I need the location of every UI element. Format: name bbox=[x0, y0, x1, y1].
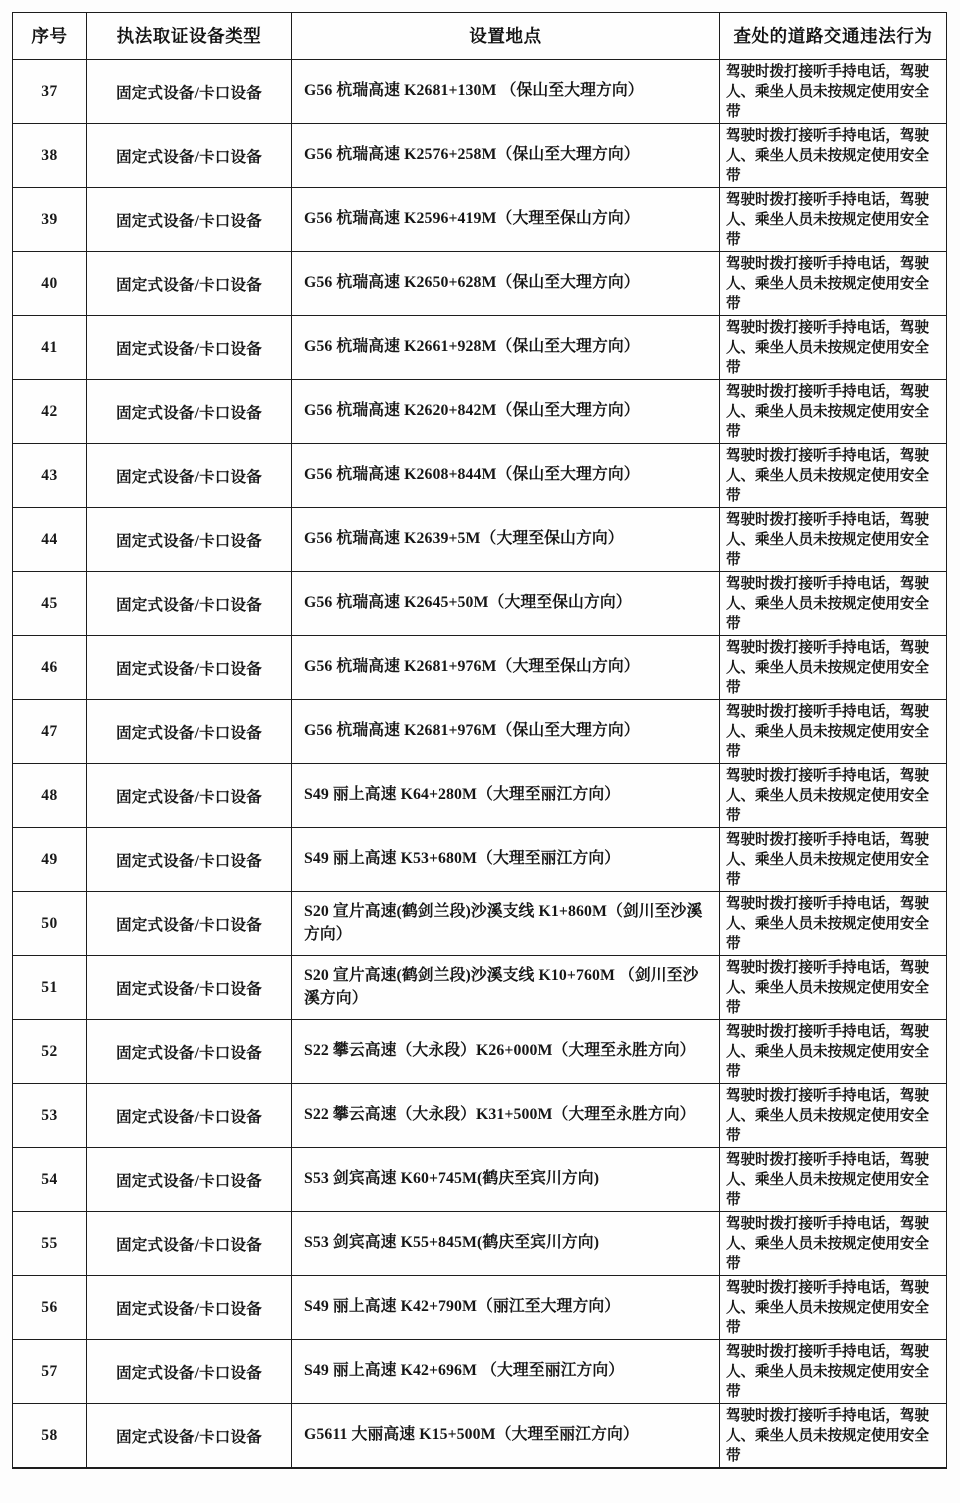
cell-violation-text: 驾驶时拨打接听手持电话，驾驶人、乘坐人员未按规定使用安全带 bbox=[726, 1088, 929, 1144]
cell-location-text: G56 杭瑞高速 K2639+5M（大理至保山方向） bbox=[304, 530, 624, 548]
table-row bbox=[13, 444, 947, 508]
column-header-violation-label: 查处的道路交通违法行为 bbox=[733, 25, 933, 46]
column-header-device-type-label: 执法取证设备类型 bbox=[116, 25, 262, 46]
cell-location bbox=[292, 508, 720, 572]
table-row bbox=[13, 1212, 947, 1276]
cell-sequence-number: 49 bbox=[13, 828, 87, 892]
table-body bbox=[13, 60, 947, 1469]
table-row bbox=[13, 252, 947, 316]
column-header-sequence bbox=[13, 13, 87, 60]
table-header bbox=[13, 13, 947, 60]
cell-device-type: 固定式设备/卡口设备 bbox=[87, 60, 292, 124]
cell-violation-text: 驾驶时拨打接听手持电话，驾驶人、乘坐人员未按规定使用安全带 bbox=[726, 1344, 929, 1400]
column-header-device-type bbox=[87, 13, 292, 60]
table-row bbox=[13, 764, 947, 828]
cell-location-text: S49 丽上高速 K42+696M （大理至丽江方向） bbox=[304, 1362, 625, 1380]
cell-violation-text: 驾驶时拨打接听手持电话，驾驶人、乘坐人员未按规定使用安全带 bbox=[726, 64, 929, 120]
table-row bbox=[13, 316, 947, 380]
cell-violation-text: 驾驶时拨打接听手持电话，驾驶人、乘坐人员未按规定使用安全带 bbox=[726, 896, 929, 952]
cell-sequence-number: 57 bbox=[13, 1340, 87, 1404]
table-row bbox=[13, 828, 947, 892]
cell-violation-text: 驾驶时拨打接听手持电话，驾驶人、乘坐人员未按规定使用安全带 bbox=[726, 704, 929, 760]
table-row bbox=[13, 508, 947, 572]
cell-violation bbox=[720, 60, 947, 124]
table-row bbox=[13, 60, 947, 124]
cell-location bbox=[292, 1212, 720, 1276]
cell-device-type: 固定式设备/卡口设备 bbox=[87, 636, 292, 700]
cell-sequence-number: 46 bbox=[13, 636, 87, 700]
cell-device-type: 固定式设备/卡口设备 bbox=[87, 764, 292, 828]
cell-sequence-number: 50 bbox=[13, 892, 87, 956]
cell-sequence-number: 53 bbox=[13, 1084, 87, 1148]
cell-sequence-number: 45 bbox=[13, 572, 87, 636]
cell-sequence-number: 52 bbox=[13, 1020, 87, 1084]
cell-location-text: G56 杭瑞高速 K2608+844M（保山至大理方向） bbox=[304, 466, 640, 484]
cell-location-text: S20 宣片高速(鹤剑兰段)沙溪支线 K10+760M （剑川至沙溪方向） bbox=[304, 967, 699, 1007]
cell-violation-text: 驾驶时拨打接听手持电话，驾驶人、乘坐人员未按规定使用安全带 bbox=[726, 960, 929, 1016]
cell-violation-text: 驾驶时拨打接听手持电话，驾驶人、乘坐人员未按规定使用安全带 bbox=[726, 320, 929, 376]
cell-sequence-number: 43 bbox=[13, 444, 87, 508]
cell-location bbox=[292, 636, 720, 700]
cell-device-type: 固定式设备/卡口设备 bbox=[87, 1276, 292, 1340]
table-row bbox=[13, 1340, 947, 1404]
cell-violation-text: 驾驶时拨打接听手持电话，驾驶人、乘坐人员未按规定使用安全带 bbox=[726, 768, 929, 824]
table-row bbox=[13, 380, 947, 444]
cell-location bbox=[292, 700, 720, 764]
table-row bbox=[13, 1148, 947, 1212]
cell-sequence-number: 47 bbox=[13, 700, 87, 764]
cell-location bbox=[292, 892, 720, 956]
cell-device-type: 固定式设备/卡口设备 bbox=[87, 1148, 292, 1212]
cell-violation-text: 驾驶时拨打接听手持电话，驾驶人、乘坐人员未按规定使用安全带 bbox=[726, 448, 929, 504]
cell-device-type: 固定式设备/卡口设备 bbox=[87, 188, 292, 252]
cell-sequence-number: 40 bbox=[13, 252, 87, 316]
table-row bbox=[13, 1020, 947, 1084]
cell-location-text: G56 杭瑞高速 K2620+842M（保山至大理方向） bbox=[304, 402, 640, 420]
cell-location-text: G56 杭瑞高速 K2681+976M（保山至大理方向） bbox=[304, 722, 640, 740]
cell-violation bbox=[720, 1276, 947, 1340]
cell-violation-text: 驾驶时拨打接听手持电话，驾驶人、乘坐人员未按规定使用安全带 bbox=[726, 832, 929, 888]
cell-sequence-number: 51 bbox=[13, 956, 87, 1020]
cell-location-text: S49 丽上高速 K42+790M（丽江至大理方向） bbox=[304, 1298, 621, 1316]
cell-device-type: 固定式设备/卡口设备 bbox=[87, 828, 292, 892]
table-row bbox=[13, 188, 947, 252]
cell-location bbox=[292, 188, 720, 252]
cell-location bbox=[292, 828, 720, 892]
cell-device-type: 固定式设备/卡口设备 bbox=[87, 380, 292, 444]
cell-violation bbox=[720, 444, 947, 508]
cell-location-text: G56 杭瑞高速 K2596+419M（大理至保山方向） bbox=[304, 210, 640, 228]
cell-device-type: 固定式设备/卡口设备 bbox=[87, 316, 292, 380]
cell-violation bbox=[720, 252, 947, 316]
cell-violation bbox=[720, 380, 947, 444]
cell-location bbox=[292, 1404, 720, 1469]
table-row bbox=[13, 636, 947, 700]
enforcement-equipment-table bbox=[12, 12, 947, 1469]
cell-violation bbox=[720, 700, 947, 764]
cell-violation bbox=[720, 1084, 947, 1148]
cell-sequence-number: 58 bbox=[13, 1404, 87, 1469]
cell-sequence-number: 42 bbox=[13, 380, 87, 444]
cell-violation-text: 驾驶时拨打接听手持电话，驾驶人、乘坐人员未按规定使用安全带 bbox=[726, 256, 929, 312]
column-header-sequence-label: 序号 bbox=[31, 25, 68, 46]
cell-violation bbox=[720, 636, 947, 700]
cell-device-type: 固定式设备/卡口设备 bbox=[87, 700, 292, 764]
cell-violation bbox=[720, 1020, 947, 1084]
cell-violation bbox=[720, 316, 947, 380]
cell-violation bbox=[720, 892, 947, 956]
cell-location-text: G5611 大丽高速 K15+500M（大理至丽江方向） bbox=[304, 1426, 639, 1444]
cell-location bbox=[292, 60, 720, 124]
cell-violation bbox=[720, 1212, 947, 1276]
cell-location-text: G56 杭瑞高速 K2661+928M（保山至大理方向） bbox=[304, 338, 640, 356]
cell-device-type: 固定式设备/卡口设备 bbox=[87, 892, 292, 956]
cell-device-type: 固定式设备/卡口设备 bbox=[87, 572, 292, 636]
column-header-violation bbox=[720, 13, 947, 60]
table-row bbox=[13, 1404, 947, 1469]
cell-violation bbox=[720, 956, 947, 1020]
cell-device-type: 固定式设备/卡口设备 bbox=[87, 1020, 292, 1084]
cell-location bbox=[292, 1084, 720, 1148]
cell-sequence-number: 44 bbox=[13, 508, 87, 572]
cell-device-type: 固定式设备/卡口设备 bbox=[87, 508, 292, 572]
cell-location bbox=[292, 1020, 720, 1084]
cell-location-text: S20 宣片高速(鹤剑兰段)沙溪支线 K1+860M（剑川至沙溪方向） bbox=[304, 903, 703, 943]
cell-violation bbox=[720, 124, 947, 188]
table-row bbox=[13, 1276, 947, 1340]
table-row bbox=[13, 956, 947, 1020]
cell-location bbox=[292, 124, 720, 188]
column-header-location bbox=[292, 13, 720, 60]
cell-sequence-number: 39 bbox=[13, 188, 87, 252]
cell-device-type: 固定式设备/卡口设备 bbox=[87, 444, 292, 508]
cell-location-text: S22 攀云高速（大永段）K31+500M（大理至永胜方向） bbox=[304, 1106, 696, 1124]
cell-location-text: S53 剑宾高速 K55+845M(鹤庆至宾川方向) bbox=[304, 1234, 600, 1252]
cell-location-text: S22 攀云高速（大永段）K26+000M（大理至永胜方向） bbox=[304, 1042, 696, 1060]
cell-device-type: 固定式设备/卡口设备 bbox=[87, 252, 292, 316]
cell-violation-text: 驾驶时拨打接听手持电话，驾驶人、乘坐人员未按规定使用安全带 bbox=[726, 640, 929, 696]
cell-violation-text: 驾驶时拨打接听手持电话，驾驶人、乘坐人员未按规定使用安全带 bbox=[726, 384, 929, 440]
cell-violation bbox=[720, 1148, 947, 1212]
cell-location bbox=[292, 444, 720, 508]
cell-location-text: S49 丽上高速 K53+680M（大理至丽江方向） bbox=[304, 850, 621, 868]
cell-sequence-number: 41 bbox=[13, 316, 87, 380]
cell-location-text: G56 杭瑞高速 K2645+50M（大理至保山方向） bbox=[304, 594, 632, 612]
cell-violation bbox=[720, 764, 947, 828]
cell-location bbox=[292, 572, 720, 636]
column-header-location-label: 设置地点 bbox=[469, 25, 542, 46]
cell-violation bbox=[720, 828, 947, 892]
cell-violation bbox=[720, 188, 947, 252]
table-row bbox=[13, 700, 947, 764]
cell-device-type: 固定式设备/卡口设备 bbox=[87, 1212, 292, 1276]
cell-violation-text: 驾驶时拨打接听手持电话，驾驶人、乘坐人员未按规定使用安全带 bbox=[726, 1152, 929, 1208]
cell-violation-text: 驾驶时拨打接听手持电话，驾驶人、乘坐人员未按规定使用安全带 bbox=[726, 1408, 929, 1464]
cell-location-text: G56 杭瑞高速 K2576+258M（保山至大理方向） bbox=[304, 146, 640, 164]
cell-location bbox=[292, 764, 720, 828]
cell-violation bbox=[720, 1404, 947, 1469]
table-row bbox=[13, 124, 947, 188]
cell-violation-text: 驾驶时拨打接听手持电话，驾驶人、乘坐人员未按规定使用安全带 bbox=[726, 1024, 929, 1080]
cell-violation-text: 驾驶时拨打接听手持电话，驾驶人、乘坐人员未按规定使用安全带 bbox=[726, 512, 929, 568]
cell-violation-text: 驾驶时拨打接听手持电话，驾驶人、乘坐人员未按规定使用安全带 bbox=[726, 128, 929, 184]
cell-location bbox=[292, 1340, 720, 1404]
cell-device-type: 固定式设备/卡口设备 bbox=[87, 1084, 292, 1148]
cell-device-type: 固定式设备/卡口设备 bbox=[87, 124, 292, 188]
cell-location bbox=[292, 316, 720, 380]
cell-sequence-number: 37 bbox=[13, 60, 87, 124]
cell-device-type: 固定式设备/卡口设备 bbox=[87, 1404, 292, 1469]
cell-violation-text: 驾驶时拨打接听手持电话，驾驶人、乘坐人员未按规定使用安全带 bbox=[726, 192, 929, 248]
cell-sequence-number: 56 bbox=[13, 1276, 87, 1340]
cell-location-text: S53 剑宾高速 K60+745M(鹤庆至宾川方向) bbox=[304, 1170, 600, 1188]
cell-violation bbox=[720, 572, 947, 636]
cell-violation bbox=[720, 508, 947, 572]
table-row bbox=[13, 572, 947, 636]
cell-location bbox=[292, 1148, 720, 1212]
cell-location-text: G56 杭瑞高速 K2681+976M（大理至保山方向） bbox=[304, 658, 640, 676]
cell-sequence-number: 54 bbox=[13, 1148, 87, 1212]
cell-location bbox=[292, 252, 720, 316]
cell-device-type: 固定式设备/卡口设备 bbox=[87, 1340, 292, 1404]
cell-location bbox=[292, 1276, 720, 1340]
cell-device-type: 固定式设备/卡口设备 bbox=[87, 956, 292, 1020]
cell-location bbox=[292, 956, 720, 1020]
table-row bbox=[13, 1084, 947, 1148]
cell-location-text: S49 丽上高速 K64+280M（大理至丽江方向） bbox=[304, 786, 621, 804]
cell-sequence-number: 38 bbox=[13, 124, 87, 188]
cell-location bbox=[292, 380, 720, 444]
cell-violation bbox=[720, 1340, 947, 1404]
cell-violation-text: 驾驶时拨打接听手持电话，驾驶人、乘坐人员未按规定使用安全带 bbox=[726, 576, 929, 632]
table-row bbox=[13, 892, 947, 956]
cell-location-text: G56 杭瑞高速 K2681+130M （保山至大理方向） bbox=[304, 82, 644, 100]
table-header-row bbox=[13, 13, 947, 60]
cell-sequence-number: 48 bbox=[13, 764, 87, 828]
cell-violation-text: 驾驶时拨打接听手持电话，驾驶人、乘坐人员未按规定使用安全带 bbox=[726, 1280, 929, 1336]
cell-location-text: G56 杭瑞高速 K2650+628M（保山至大理方向） bbox=[304, 274, 640, 292]
cell-violation-text: 驾驶时拨打接听手持电话，驾驶人、乘坐人员未按规定使用安全带 bbox=[726, 1216, 929, 1272]
cell-sequence-number: 55 bbox=[13, 1212, 87, 1276]
